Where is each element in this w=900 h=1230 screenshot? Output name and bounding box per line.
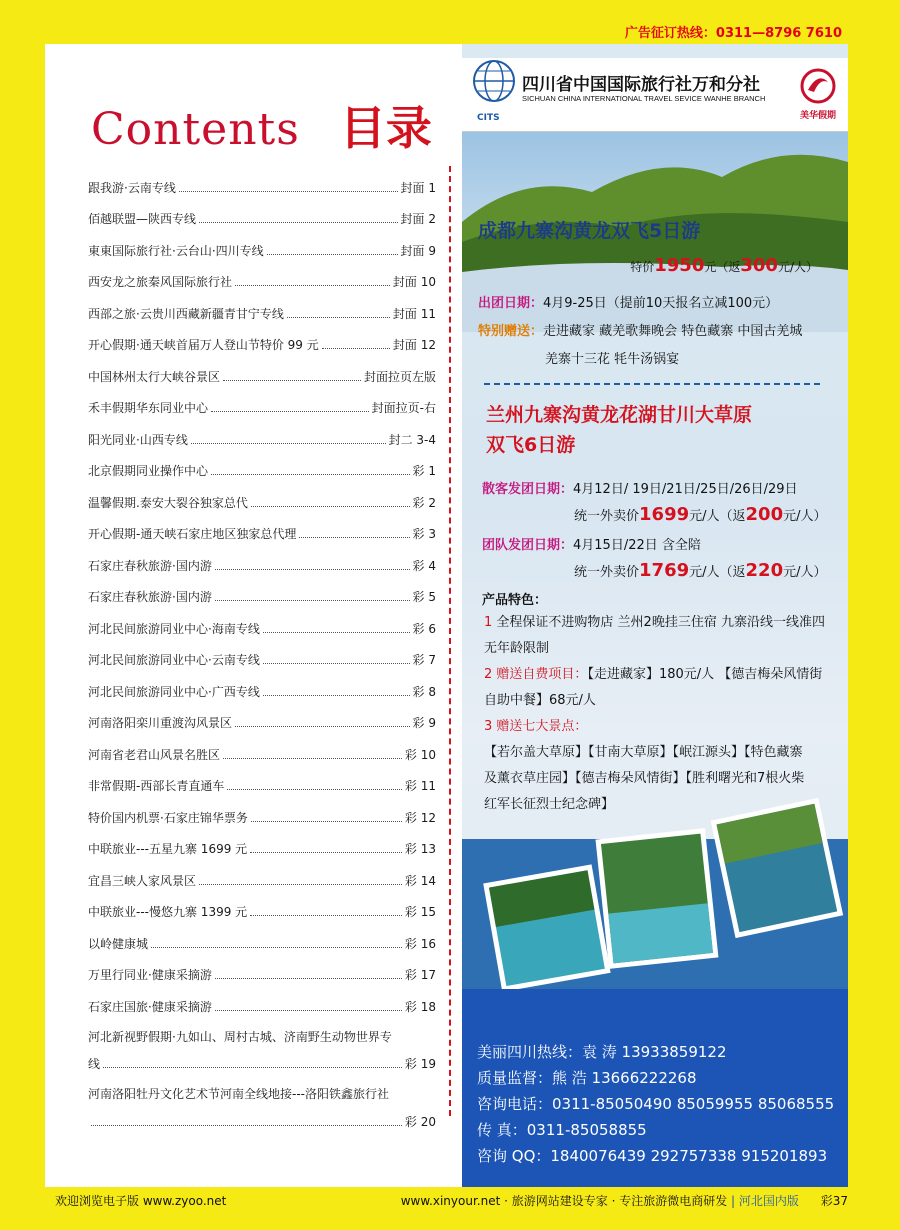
toc-item-title: 禾丰假期华东同业中心 bbox=[88, 401, 209, 415]
toc-item bbox=[88, 826, 436, 858]
contact-line: 传 真：0311-85058855 bbox=[477, 1121, 647, 1139]
toc-leader-dots bbox=[215, 1010, 402, 1011]
toc-item-page: 彩 1 bbox=[412, 464, 436, 478]
toc-leader-dots bbox=[199, 884, 402, 885]
toc-item-page: 彩 10 bbox=[404, 747, 436, 762]
toc-item bbox=[88, 952, 436, 984]
toc-item-page: 彩 8 bbox=[412, 684, 436, 699]
toc-item-title: 河北民间旅游同业中心·广西专线 bbox=[88, 684, 260, 699]
toc-item bbox=[88, 353, 436, 385]
toc-item bbox=[88, 1015, 436, 1073]
toc-item-title: 开心假期-通天峡石家庄地区独家总代理 bbox=[88, 527, 297, 541]
toc-item-title: 河北新视野假期·九如山、周村古城、济南野生动物世界专 bbox=[88, 1029, 392, 1044]
toc-item-page: 彩 20 bbox=[404, 1114, 436, 1129]
toc-leader-dots bbox=[191, 443, 386, 444]
toc-item bbox=[88, 637, 436, 669]
toc-item-page: 封面 1 bbox=[400, 180, 436, 195]
toc-item-page: 彩 2 bbox=[412, 495, 436, 510]
tour1-gifts-line2: 羌寨十三花 牦牛汤锅宴 bbox=[545, 352, 680, 367]
scenery-photo-collage bbox=[462, 779, 848, 1014]
toc-leader-dots bbox=[250, 852, 402, 853]
toc-item-page: 彩 3 bbox=[412, 527, 436, 541]
toc-item-title: 東東国际旅行社·云台山·四川专线 bbox=[88, 243, 264, 258]
toc-leader-dots bbox=[199, 222, 398, 223]
toc-leader-dots bbox=[263, 663, 410, 664]
toc-item-page: 彩 13 bbox=[404, 842, 436, 856]
toc-item-page: 彩 19 bbox=[404, 1057, 436, 1071]
toc-item bbox=[88, 542, 436, 574]
toc-item bbox=[88, 983, 436, 1015]
toc-item bbox=[88, 416, 436, 448]
toc-item bbox=[88, 322, 436, 354]
toc-item bbox=[88, 1072, 436, 1130]
toc-item-title: 中联旅业---五星九寨 1699 元 bbox=[88, 842, 248, 856]
toc-item-page: 彩 7 bbox=[412, 653, 436, 667]
tour2-group-dates: 团队发团日期：4月15日/22日 含全陪 bbox=[482, 538, 701, 553]
meihua-logo-icon bbox=[800, 68, 836, 104]
toc-item bbox=[88, 385, 436, 417]
toc-item-page: 彩 4 bbox=[412, 558, 436, 573]
toc-item bbox=[88, 794, 436, 826]
toc-item-page: 彩 14 bbox=[404, 873, 436, 888]
toc-item-page: 彩 18 bbox=[404, 999, 436, 1014]
tour1-title: 成都九寨沟黄龙双飞5日游 bbox=[478, 220, 701, 242]
toc-item-title: 阳光同业·山西专线 bbox=[88, 432, 188, 447]
toc-leader-dots bbox=[103, 1067, 402, 1068]
toc-item-page: 封二 3-4 bbox=[388, 432, 436, 447]
magazine-page bbox=[45, 44, 848, 1187]
toc-item-title: 中联旅业---慢悠九寨 1399 元 bbox=[88, 905, 248, 919]
toc-item bbox=[88, 731, 436, 763]
contents-title-cn: 目录 bbox=[339, 101, 432, 155]
ad-hotline: 广告征订热线：0311—8796 7610 bbox=[624, 26, 842, 41]
toc-leader-dots bbox=[91, 1125, 402, 1126]
toc-item bbox=[88, 763, 436, 795]
features-heading: 产品特色： bbox=[482, 593, 548, 608]
toc-leader-dots bbox=[227, 789, 402, 790]
toc-leader-dots bbox=[223, 758, 402, 759]
toc-item-page: 封面 9 bbox=[400, 243, 436, 258]
tour-separator bbox=[484, 383, 820, 385]
toc-item-title: 石家庄春秋旅游·国内游 bbox=[88, 558, 212, 573]
toc-leader-dots bbox=[287, 317, 390, 318]
toc-item-title: 西安龙之旅秦风国际旅行社 bbox=[88, 275, 233, 289]
toc-item-page: 封面 10 bbox=[392, 275, 436, 289]
toc-item bbox=[88, 479, 436, 511]
toc-item-title: 石家庄春秋旅游·国内游 bbox=[88, 590, 212, 604]
toc-item-page: 彩 9 bbox=[412, 716, 436, 730]
toc-item-page: 彩 12 bbox=[404, 810, 436, 825]
contact-line: 质量监督：熊 浩 13666222268 bbox=[477, 1069, 697, 1087]
toc-leader-dots bbox=[215, 978, 402, 979]
toc-item bbox=[88, 857, 436, 889]
toc-item-title: 以岭健康城 bbox=[88, 936, 149, 951]
toc-item-title: 非常假期-西部长青直通车 bbox=[88, 779, 225, 793]
toc-leader-dots bbox=[211, 411, 369, 412]
toc-item-title: 河北民间旅游同业中心·云南专线 bbox=[88, 653, 260, 667]
toc-item-continuation bbox=[88, 1046, 436, 1072]
toc-leader-dots bbox=[215, 600, 410, 601]
brand-label: 美华假期 bbox=[800, 111, 837, 121]
toc-leader-dots bbox=[251, 821, 402, 822]
contact-list bbox=[477, 1039, 834, 1169]
tour1-gifts: 特别赠送：走进藏家 藏羌歌舞晚会 特色藏寨 中国古羌城 bbox=[478, 324, 803, 339]
toc-item bbox=[88, 574, 436, 606]
cits-label: CITS bbox=[477, 113, 500, 123]
toc-leader-dots bbox=[250, 915, 402, 916]
toc-item bbox=[88, 605, 436, 637]
tour1-price: 特价1950元（返300元/人） bbox=[630, 255, 818, 276]
toc-item bbox=[88, 290, 436, 322]
toc-list bbox=[88, 164, 436, 1130]
toc-leader-dots bbox=[251, 506, 410, 507]
toc-item-title: 河北民间旅游同业中心·海南专线 bbox=[88, 621, 260, 636]
toc-leader-dots bbox=[263, 695, 410, 696]
toc-item-page: 彩 17 bbox=[404, 968, 436, 982]
agency-name-en: SICHUAN CHINA INTERNATIONAL TRAVEL SEVICE WANHE BRANCH bbox=[522, 94, 766, 103]
tour2-scatter-dates: 散客发团日期：4月12日/ 19日/21日/25日/26日/29日 bbox=[482, 482, 798, 497]
toc-item bbox=[88, 164, 436, 196]
toc-leader-dots bbox=[211, 474, 410, 475]
tour2-group-price: 统一外卖价1769元/人（返220元/人） bbox=[574, 560, 827, 581]
toc-leader-dots bbox=[299, 537, 409, 538]
toc-item-title: 西部之旅·云贵川西藏新疆青甘宁专线 bbox=[88, 306, 284, 321]
toc-item-title: 开心假期·通天峡首届万人登山节特价 99 元 bbox=[88, 338, 319, 352]
toc-item-page: 封面拉页左版 bbox=[363, 369, 436, 384]
feature-3: 3 赠送七大景点： 【若尔盖大草原】【甘南大草原】【岷江源头】【特色藏寨 及薰衣草庄园】【德吉梅朵风情街】【胜利曙光和7根火柴 红军长征烈士纪念碑】 bbox=[484, 719, 805, 812]
feature-1: 1 全程保证不进购物店 兰州2晚挂三住宿 九寨沿线一线准四 无年龄限制 bbox=[484, 615, 825, 656]
toc-item bbox=[88, 700, 436, 732]
toc-leader-dots bbox=[322, 348, 390, 349]
toc-item-page: 彩 5 bbox=[412, 590, 436, 604]
toc-item-title: 跟我游·云南专线 bbox=[88, 180, 176, 195]
footer-right: www.xinyour.net · 旅游网站建设专家 · 专注旅游微电商研发 | 河北国内版 彩37 bbox=[400, 1194, 848, 1208]
tour2-scatter-price: 统一外卖价1699元/人（返200元/人） bbox=[574, 504, 827, 525]
toc-item bbox=[88, 448, 436, 480]
table-of-contents bbox=[45, 44, 462, 1187]
toc-item bbox=[88, 196, 436, 228]
toc-item-continuation bbox=[88, 1104, 436, 1130]
agency-name-cn: 四川省中国国际旅行社万和分社 bbox=[522, 75, 760, 95]
toc-item-page: 彩 15 bbox=[404, 905, 436, 919]
toc-item-title: 佰越联盟—陕西专线 bbox=[88, 212, 197, 226]
toc-leader-dots bbox=[267, 254, 398, 255]
toc-divider bbox=[449, 166, 451, 1116]
contact-line: 咨询 QQ：1840076439 292757338 915201893 bbox=[477, 1147, 828, 1165]
toc-item-title: 河南洛阳栾川重渡沟风景区 bbox=[88, 716, 233, 730]
toc-item-title: 北京假期同业操作中心 bbox=[88, 464, 209, 478]
toc-item-page: 封面 11 bbox=[392, 306, 436, 321]
toc-item-title: 石家庄国旅·健康采摘游 bbox=[88, 999, 212, 1014]
toc-item-page: 封面拉页-右 bbox=[371, 401, 436, 415]
travel-advertisement bbox=[462, 44, 848, 1187]
toc-item bbox=[88, 227, 436, 259]
toc-leader-dots bbox=[151, 947, 402, 948]
toc-item-title: 温馨假期.泰安大裂谷独家总代 bbox=[88, 495, 248, 510]
toc-leader-dots bbox=[179, 191, 398, 192]
cits-globe-icon bbox=[472, 59, 516, 103]
toc-item-page: 彩 16 bbox=[404, 936, 436, 951]
toc-item bbox=[88, 889, 436, 921]
toc-item bbox=[88, 511, 436, 543]
toc-item-page: 封面 2 bbox=[400, 212, 436, 226]
toc-item-title: 宜昌三峡人家风景区 bbox=[88, 873, 197, 888]
toc-leader-dots bbox=[235, 285, 390, 286]
toc-item-title: 特价国内机票·石家庄锦华票务 bbox=[88, 810, 248, 825]
toc-item-page: 封面 12 bbox=[392, 338, 436, 352]
toc-item-title: 中国林州太行大峡谷景区 bbox=[88, 369, 221, 384]
toc-leader-dots bbox=[215, 569, 410, 570]
contents-title-en: Contents bbox=[91, 104, 300, 155]
toc-item bbox=[88, 259, 436, 291]
toc-item-title: 万里行同业·健康采摘游 bbox=[88, 968, 212, 982]
toc-item bbox=[88, 920, 436, 952]
contents-heading bbox=[91, 92, 432, 155]
toc-leader-dots bbox=[235, 726, 410, 727]
toc-item-title: 河南洛阳牡丹文化艺术节河南全线地接---洛阳铁鑫旅行社 bbox=[88, 1087, 389, 1101]
toc-item-title-2: 线 bbox=[88, 1057, 101, 1071]
tour2-title: 兰州九寨沟黄龙花湖甘川大草原 双飞6日游 bbox=[486, 404, 753, 456]
contact-line: 美丽四川热线：袁 涛 13933859122 bbox=[477, 1043, 727, 1061]
toc-item-page: 彩 11 bbox=[404, 779, 436, 793]
toc-leader-dots bbox=[263, 632, 410, 633]
toc-leader-dots bbox=[223, 380, 361, 381]
toc-item bbox=[88, 668, 436, 700]
toc-item-title: 河南省老君山风景名胜区 bbox=[88, 747, 221, 762]
tour1-dates: 出团日期：4月9-25日（提前10天报名立减100元） bbox=[478, 296, 779, 311]
feature-2: 2 赠送自费项目：【走进藏家】180元/人 【德吉梅朵风情街 自助中餐】68元/人 bbox=[484, 667, 823, 708]
toc-item-page: 彩 6 bbox=[412, 621, 436, 636]
contact-line: 咨询电话：0311-85050490 85059955 85068555 bbox=[477, 1095, 835, 1113]
footer-left: 欢迎浏览电子版 www.zyoo.net bbox=[55, 1194, 227, 1208]
